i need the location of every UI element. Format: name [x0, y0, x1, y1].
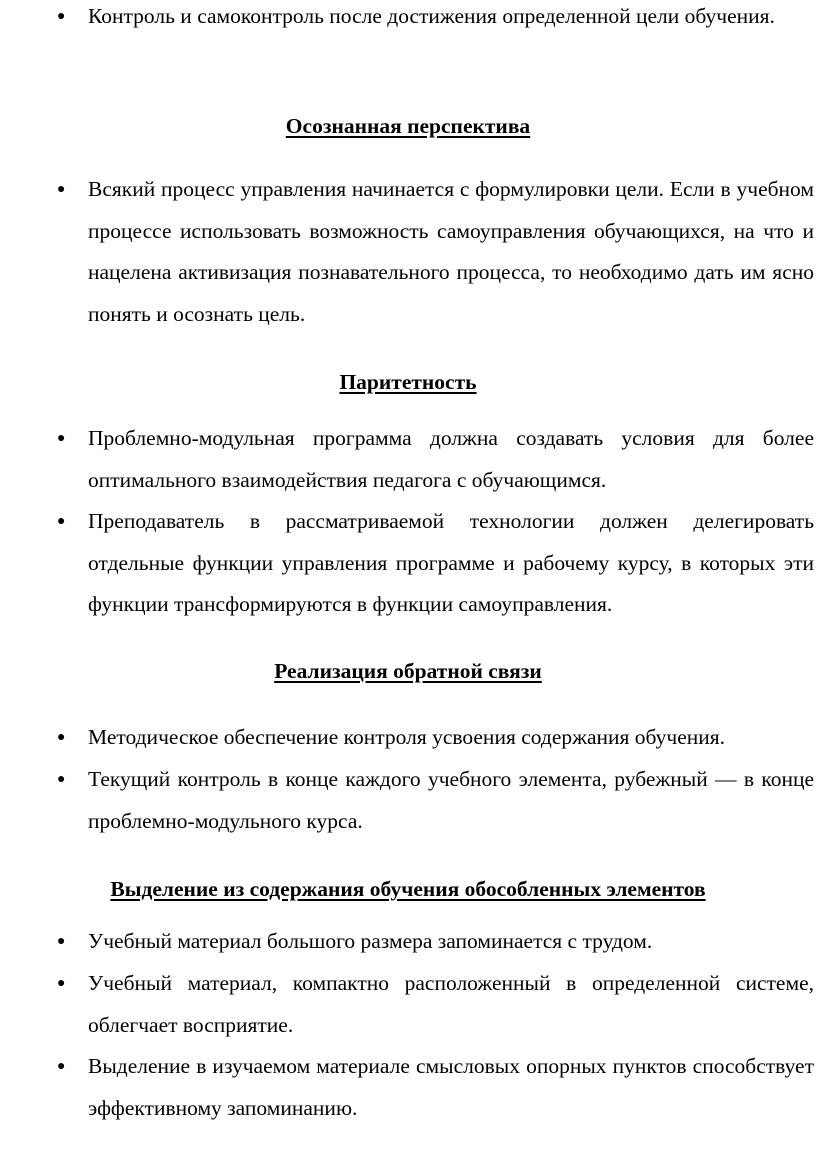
bullet-icon: ●	[57, 934, 66, 949]
list-item: Учебный материал большого размера запоминается с трудом.	[88, 929, 653, 953]
section-heading: Выделение из содержания обучения обособленных элементов	[110, 877, 706, 901]
bullet-icon: ●	[57, 514, 66, 529]
list-item: Методическое обеспечение контроля усвоения содержания обучения.	[88, 725, 726, 749]
list-item: Проблемно-модульная программа должна создавать условия для более оптимального взаимодействия педагога с обучающимся.	[88, 426, 814, 492]
list-item: Текущий контроль в конце каждого учебного элемента, рубежный — в конце проблемно-модульного курса.	[88, 767, 814, 833]
bullet-icon: ●	[57, 1059, 66, 1074]
section-heading: Реализация обратной связи	[274, 659, 542, 683]
bullet-icon: ●	[57, 730, 66, 745]
bullet-icon: ●	[57, 9, 66, 24]
section-heading: Паритетность	[339, 370, 477, 394]
list-item: Контроль и самоконтроль после достижения определенной цели обучения.	[88, 4, 775, 28]
list-item: Выделение в изучаемом материале смысловых опорных пунктов способствует эффективному запоминанию.	[88, 1054, 814, 1120]
list-item: Преподаватель в рассматриваемой технологии должен делегировать отдельные функции управления программе и рабочему курсу, в которых эти функции трансформируются в функции самоуправления.	[88, 509, 814, 616]
section-heading: Осознанная перспектива	[285, 114, 531, 138]
list-item: Всякий процесс управления начинается с формулировки цели. Если в учебном процессе использовать возможность самоуправления обучающихся, на что и нацелена активизация познавательного процесса, то необходимо дать им ясно понять и осознать цель.	[88, 177, 814, 326]
bullet-icon: ●	[57, 772, 66, 787]
bullet-icon: ●	[57, 976, 66, 991]
list-item: Учебный материал, компактно расположенный в определенной системе, облегчает восприятие.	[88, 971, 814, 1037]
bullet-icon: ●	[57, 431, 66, 446]
bullet-icon: ●	[57, 182, 66, 197]
